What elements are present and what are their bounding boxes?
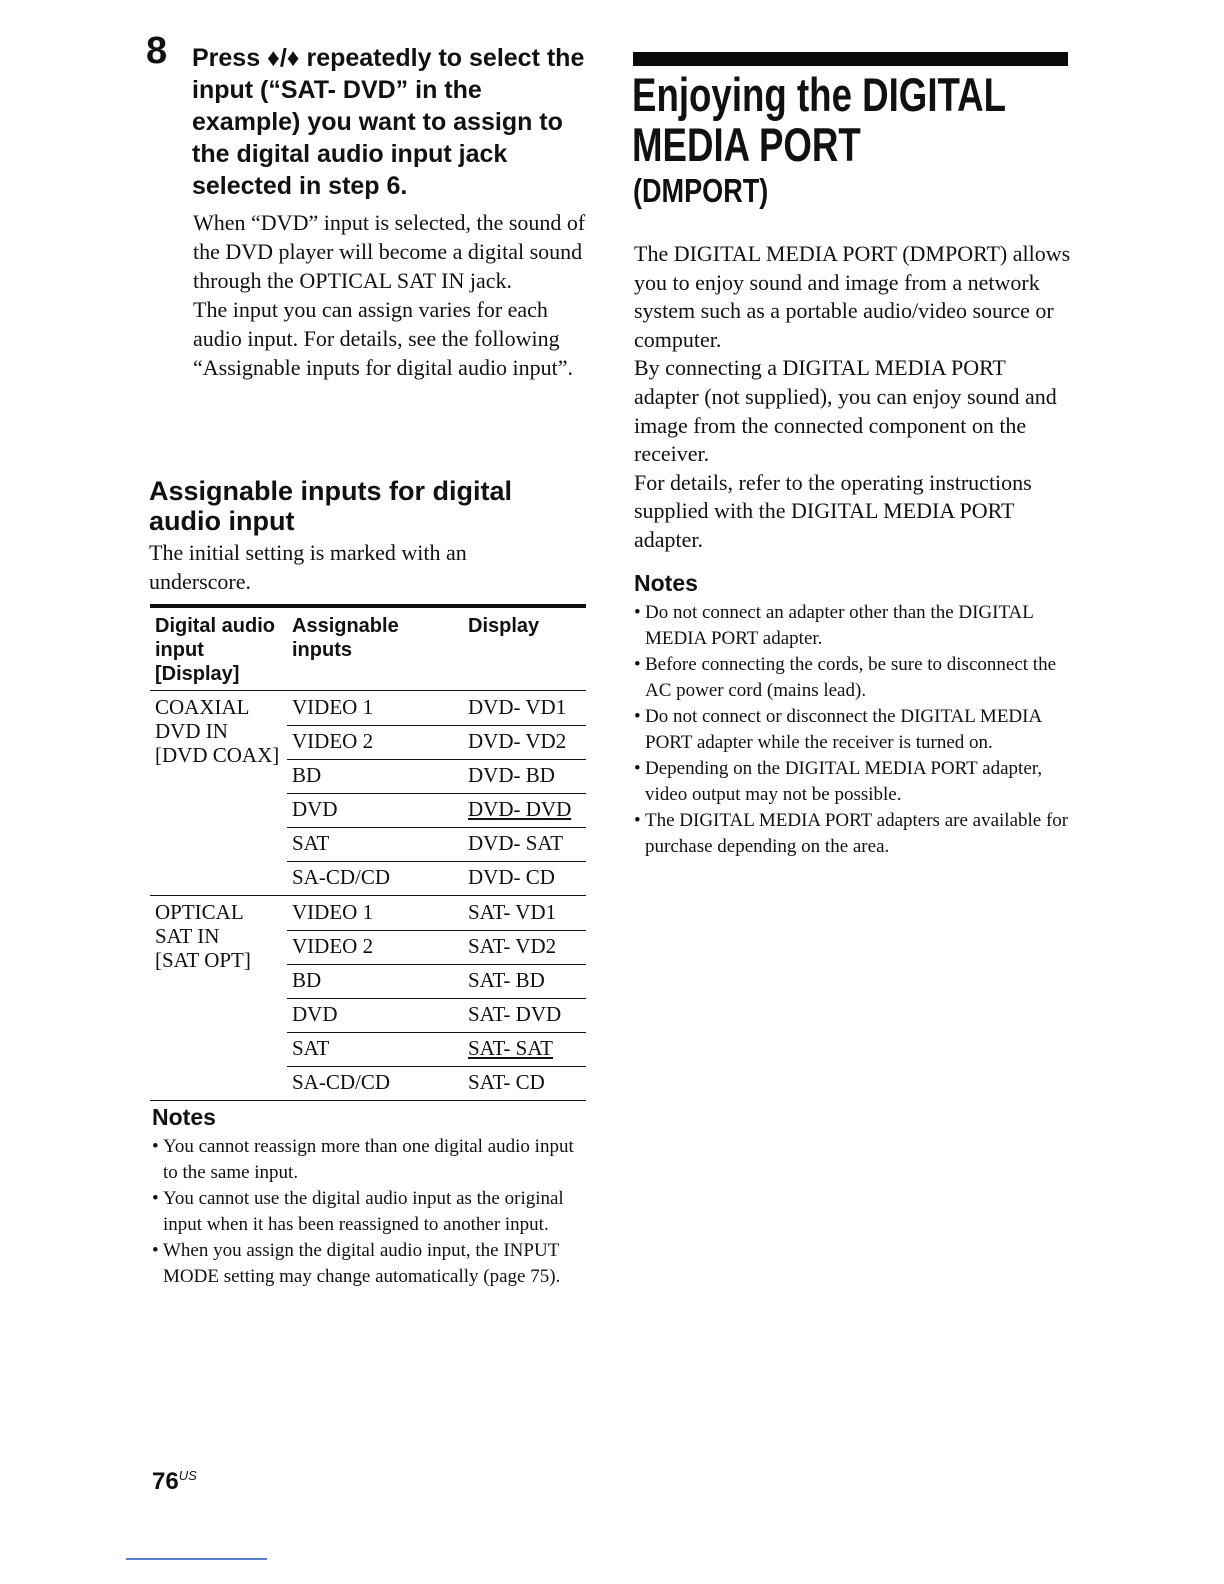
page-title-line: MEDIA PORT (632, 118, 861, 171)
column-header-digital-audio-input: Digital audio input [Display] (155, 615, 275, 685)
section-bar (633, 52, 1068, 66)
page-number-value: 76 (152, 1468, 179, 1495)
display-cell: DVD- SAT (468, 831, 564, 855)
note-item: • Depending on the DIGITAL MEDIA PORT adapter, video output may not be possible. (634, 756, 1074, 808)
note-item: • Do not connect or disconnect the DIGITAL MEDIA PORT adapter while the receiver is turned on. (634, 704, 1074, 756)
table-row (287, 827, 586, 862)
page-number (152, 1468, 197, 1496)
display-cell: DVD- VD1 (468, 695, 567, 719)
assignable-input-cell: BD (292, 763, 322, 787)
body-paragraph: By connecting a DIGITAL MEDIA PORT adapter (not supplied), you can enjoy sound and image from the connected component on the receiver. (634, 355, 1057, 467)
note-item: • The DIGITAL MEDIA PORT adapters are available for purchase depending on the area. (634, 808, 1074, 860)
page-title (632, 70, 1006, 170)
assignable-input-cell: SA-CD/CD (292, 865, 391, 889)
column-header-assignable-inputs: Assignable inputs (292, 615, 399, 661)
section-intro: The initial setting is marked with an underscore. (149, 540, 467, 594)
step-number: 8 (146, 30, 168, 72)
dmport-description (634, 240, 1074, 555)
group-label-line: SAT IN (155, 924, 220, 948)
group-label-line: DVD IN (155, 719, 228, 743)
assignable-input-cell: SAT (292, 831, 330, 855)
table-row (287, 1066, 586, 1100)
step-heading: Press ♦/♦ repeatedly to select the input (“SAT- DVD” in the example) you want to assign to the digital audio input jack selected in step 6. (192, 44, 585, 200)
section-title: Assignable inputs for digital audio input (149, 476, 513, 536)
assignable-input-cell: VIDEO 1 (292, 900, 374, 924)
note-item: • Before connecting the cords, be sure to disconnect the AC power cord (mains lead). (634, 652, 1074, 704)
step-body-paragraph: When “DVD” input is selected, the sound of the DVD player will become a digital sound through the OPTICAL SAT IN jack. (193, 210, 586, 293)
assignable-input-cell: DVD (292, 797, 338, 821)
assignable-input-cell: SA-CD/CD (292, 1070, 391, 1094)
table-row (287, 861, 586, 895)
table-row (287, 896, 586, 931)
table-row (287, 759, 586, 794)
page-number-suffix: US (178, 1468, 197, 1483)
note-item: • You cannot reassign more than one digital audio input to the same input. (152, 1134, 592, 1186)
display-cell: SAT- VD1 (468, 900, 557, 924)
step-body-paragraph: The input you can assign varies for each audio input. For details, see the following “Assignable inputs for digital audio input”. (193, 297, 574, 380)
display-cell: SAT- DVD (468, 1002, 562, 1026)
footer-rule (126, 1558, 267, 1560)
table-row (287, 998, 586, 1033)
body-paragraph: For details, refer to the operating instructions supplied with the DIGITAL MEDIA PORT adapter. (634, 469, 1032, 552)
table-row (287, 930, 586, 965)
notes-title: Notes (152, 1104, 216, 1130)
notes-list (152, 1134, 592, 1290)
group-label-line: [DVD COAX] (155, 743, 280, 767)
display-cell: DVD- BD (468, 763, 555, 787)
group-label-line: [SAT OPT] (155, 948, 251, 972)
display-cell: SAT- VD2 (468, 934, 557, 958)
assignable-input-cell: SAT (292, 1036, 330, 1060)
assignable-inputs-table (150, 604, 586, 1101)
group-label (155, 695, 289, 767)
page-subtitle: (DMPORT) (633, 172, 769, 209)
display-cell: DVD- VD2 (468, 729, 567, 753)
table-row (287, 793, 586, 828)
display-cell: SAT- CD (468, 1070, 545, 1094)
page-title-line: Enjoying the DIGITAL (632, 68, 1007, 121)
group-label (155, 900, 289, 972)
display-cell: SAT- BD (468, 968, 545, 992)
column-header-display: Display (468, 615, 540, 637)
group-label-line: OPTICAL (155, 900, 244, 924)
note-item: • When you assign the digital audio input, the INPUT MODE setting may change automatically (page 75). (152, 1238, 592, 1290)
table-group-optical (150, 896, 586, 1101)
note-item: • You cannot use the digital audio input as the original input when it has been reassigned to another input. (152, 1186, 592, 1238)
notes-title: Notes (634, 570, 698, 596)
assignable-input-cell: VIDEO 2 (292, 729, 374, 753)
table-row (287, 964, 586, 999)
table-header (150, 608, 586, 691)
display-cell-initial-setting: SAT- SAT (468, 1036, 554, 1060)
display-cell-initial-setting: DVD- DVD (468, 797, 572, 821)
note-item: • Do not connect an adapter other than the DIGITAL MEDIA PORT adapter. (634, 600, 1074, 652)
group-label-line: COAXIAL (155, 695, 250, 719)
table-row (287, 725, 586, 760)
body-paragraph: The DIGITAL MEDIA PORT (DMPORT) allows you to enjoy sound and image from a network system such as a portable audio/video source or computer. (634, 241, 1071, 352)
assignable-input-cell: VIDEO 1 (292, 695, 374, 719)
assignable-input-cell: BD (292, 968, 322, 992)
notes-list (634, 600, 1074, 860)
step-body (193, 208, 588, 382)
display-cell: DVD- CD (468, 865, 555, 889)
table-group-coaxial (150, 691, 586, 896)
assignable-input-cell: VIDEO 2 (292, 934, 374, 958)
table-row (287, 691, 586, 726)
assignable-input-cell: DVD (292, 1002, 338, 1026)
table-row (287, 1032, 586, 1067)
